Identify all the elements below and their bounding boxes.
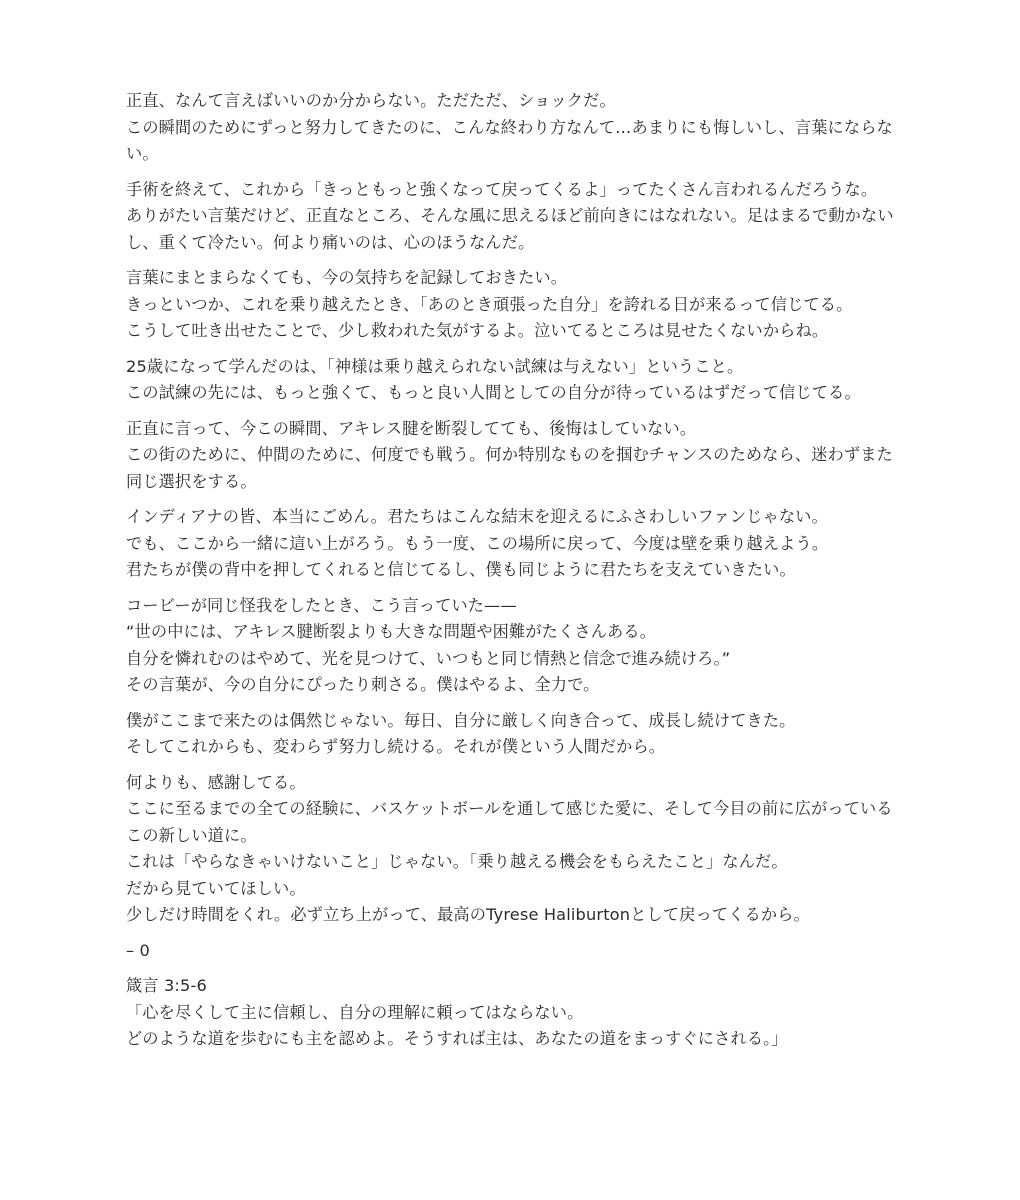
text-line: これは「やらなきゃいけないこと」じゃない。「乗り越える機会をもらえたこと」なんだ。: [126, 852, 788, 871]
paragraph-8: [126, 708, 896, 761]
paragraph-1: [126, 88, 896, 168]
text-line: 正直、なんて言えばいいのか分からない。ただただ、ショックだ。: [126, 91, 616, 110]
quote-line: “世の中には、アキレス腱断裂よりも大きな問題や困難がたくさんある。: [126, 622, 657, 641]
text-line: この試練の先には、もっと強くて、もっと良い人間としての自分が待っているはずだって信じてる。: [126, 383, 861, 402]
text-line: コービーが同じ怪我をしたとき、こう言っていた——: [126, 595, 517, 615]
text-line: インディアナの皆、本当にごめん。君たちはこんな結末を迎えるにふさわしいファンじゃない。: [126, 507, 828, 526]
signature-text: – 0: [126, 940, 150, 960]
signature: [126, 938, 896, 965]
text-line: でも、ここから一緒に這い上がろう。もう一度、この場所に戻って、今度は壁を乗り越えよう。: [126, 533, 829, 553]
scripture-reference: 箴言 3:5-6: [126, 976, 207, 995]
paragraph-9: [126, 770, 896, 929]
text-line: ありがたい言葉だけど、正直なところ、そんな風に思えるほど前向きにはなれない。足はまるで動かないし、重くて冷たい。何より痛いのは、心のほうなんだ。: [126, 206, 894, 252]
text-line: 正直に言って、今この瞬間、アキレス腱を断裂してても、後悔はしていない。: [126, 418, 697, 438]
paragraph-4: [126, 354, 896, 407]
text-line: その言葉が、今の自分にぴったり刺さる。僕はやるよ、全力で。: [126, 675, 600, 694]
paragraph-5: [126, 416, 896, 496]
text-line: 25歳になって学んだのは、「神様は乗り越えられない試練は与えない」ということ。: [126, 356, 744, 376]
text-line: こうして吐き出せたことで、少し救われた気がするよ。泣いてるところは見せたくないからね。: [126, 321, 829, 340]
text-line: 手術を終えて、これから「きっともっと強くなって戻ってくるよ」ってたくさん言われるんだろうな。: [126, 179, 878, 199]
text-line: この瞬間のためにずっと努力してきたのに、こんな終わり方なんて…あまりにも悔しいし、言葉にならない。: [126, 117, 893, 163]
paragraph-7: [126, 593, 896, 699]
text-line: 僕がここまで来たのは偶然じゃない。毎日、自分に厳しく向き合って、成長し続けてきた。: [126, 710, 796, 730]
text-line: 何よりも、感謝してる。: [126, 772, 306, 792]
text-line: 少しだけ時間をくれ。必ず立ち上がって、最高のTyrese Haliburtonとして戻ってくるから。: [126, 905, 810, 924]
text-line: そしてこれからも、変わらず努力し続ける。それが僕という人間だから。: [126, 737, 666, 756]
text-line: だから見ていてほしい。: [126, 878, 306, 898]
text-line: 君たちが僕の背中を押してくれると信じてるし、僕も同じように君たちを支えていきたい。: [126, 560, 796, 579]
paragraph-6: [126, 504, 896, 584]
text-line: ここに至るまでの全ての経験に、バスケットボールを通して感じた愛に、そして今目の前に広がっているこの新しい道に。: [126, 799, 893, 845]
scripture-line: どのような道を歩むにも主を認めよ。そうすれば主は、あなたの道をまっすぐにされる。」: [126, 1029, 788, 1048]
scripture-line: 「心を尽くして主に信頼し、自分の理解に頼ってはならない。: [126, 1002, 584, 1022]
document-body: [126, 88, 896, 1062]
paragraph-2: [126, 177, 896, 257]
text-line: この街のために、仲間のために、何度でも戦う。何か特別なものを掴むチャンスのためなら、迷わずまた同じ選択をする。: [126, 445, 893, 491]
quote-line: 自分を憐れむのはやめて、光を見つけて、いつもと同じ情熱と信念で進み続けろ。”: [126, 648, 731, 668]
text-line: きっといつか、これを乗り越えたとき、「あのとき頑張った自分」を誇れる日が来るって信じてる。: [126, 294, 853, 314]
paragraph-3: [126, 265, 896, 345]
scripture-quote: [126, 973, 896, 1053]
text-line: 言葉にまとまらなくても、今の気持ちを記録しておきたい。: [126, 268, 568, 287]
